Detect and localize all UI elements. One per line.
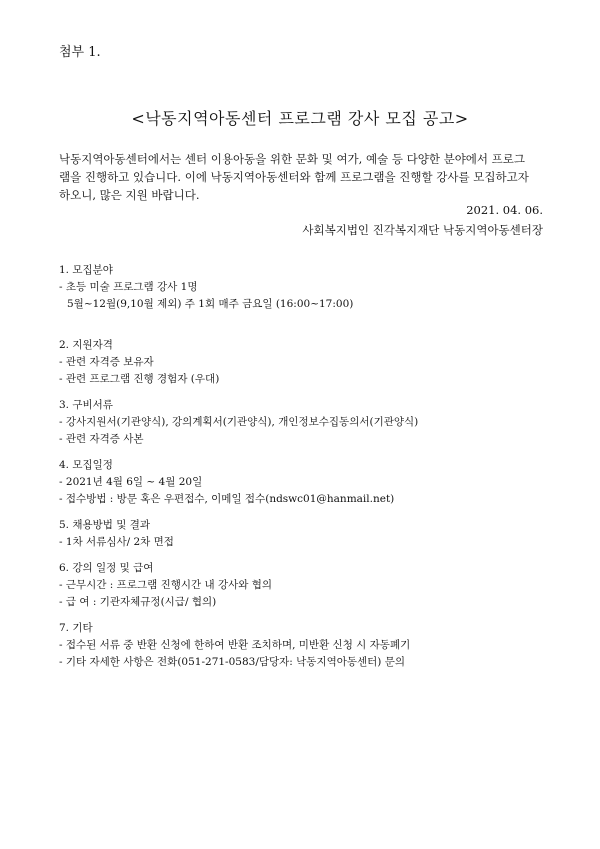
section-recruitment-field — [59, 262, 559, 313]
section-line: - 접수된 서류 중 반환 신청에 한하여 반환 조치하며, 미반환 신청 시 자동폐기 — [59, 639, 411, 651]
section-schedule — [59, 457, 559, 508]
section-heading: 2. 지원자격 — [59, 339, 113, 351]
section-qualifications — [59, 337, 559, 388]
section-line: - 2021년 4월 6일 ~ 4월 20일 — [59, 476, 203, 488]
section-line: - 초등 미술 프로그램 강사 1명 — [59, 281, 198, 293]
section-line: - 접수방법 : 방문 혹은 우편접수, 이메일 접수(ndswc01@hanmail.net) — [59, 493, 395, 505]
section-heading: 3. 구비서류 — [59, 399, 113, 411]
section-heading: 4. 모집일정 — [59, 459, 113, 471]
section-required-documents — [59, 397, 559, 448]
section-line: - 관련 자격증 사본 — [59, 433, 144, 445]
section-line: - 급 여 : 기관자체규정(시급/ 협의) — [59, 596, 217, 608]
organization-signature: 사회복지법인 진각복지재단 낙동지역아동센터장 — [302, 223, 543, 237]
intro-paragraph — [59, 150, 549, 204]
section-heading: 7. 기타 — [59, 622, 93, 634]
section-line: - 관련 프로그램 진행 경험자 (우대) — [59, 373, 220, 385]
section-line: 5월~12월(9,10월 제외) 주 1회 매주 금요일 (16:00~17:00) — [67, 298, 354, 310]
intro-line: 램을 진행하고 있습니다. 이에 낙동지역아동센터와 함께 프로그램을 진행할 강사를 모집하고자 — [59, 170, 529, 184]
section-heading: 5. 채용방법 및 결과 — [59, 519, 151, 531]
section-line: - 기타 자세한 사항은 전화(051-271-0583/담당자: 낙동지역아동센터) 문의 — [59, 656, 406, 668]
notice-date: 2021. 04. 06. — [466, 203, 543, 217]
section-heading: 6. 강의 일정 및 급여 — [59, 562, 154, 574]
section-line: - 1차 서류심사/ 2차 면접 — [59, 536, 174, 548]
notice-sections — [59, 262, 559, 671]
intro-line: 하오니, 많은 지원 바랍니다. — [59, 188, 200, 202]
section-line: - 근무시간 : 프로그램 진행시간 내 강사와 협의 — [59, 579, 273, 591]
page-title: <낙동지역아동센터 프로그램 강사 모집 공고> — [131, 109, 469, 128]
attachment-label: 첨부 1. — [59, 45, 101, 60]
section-selection-method — [59, 517, 559, 551]
section-line: - 강사지원서(기관양식), 강의계획서(기관양식), 개인정보수집동의서(기관양식) — [59, 416, 419, 428]
section-lecture-pay — [59, 560, 559, 611]
section-other — [59, 620, 559, 671]
section-line: - 관련 자격증 보유자 — [59, 356, 154, 368]
intro-line: 낙동지역아동센터에서는 센터 이용아동을 위한 문화 및 여가, 예술 등 다양한 분야에서 프로그 — [59, 152, 526, 166]
section-heading: 1. 모집분야 — [59, 264, 113, 276]
